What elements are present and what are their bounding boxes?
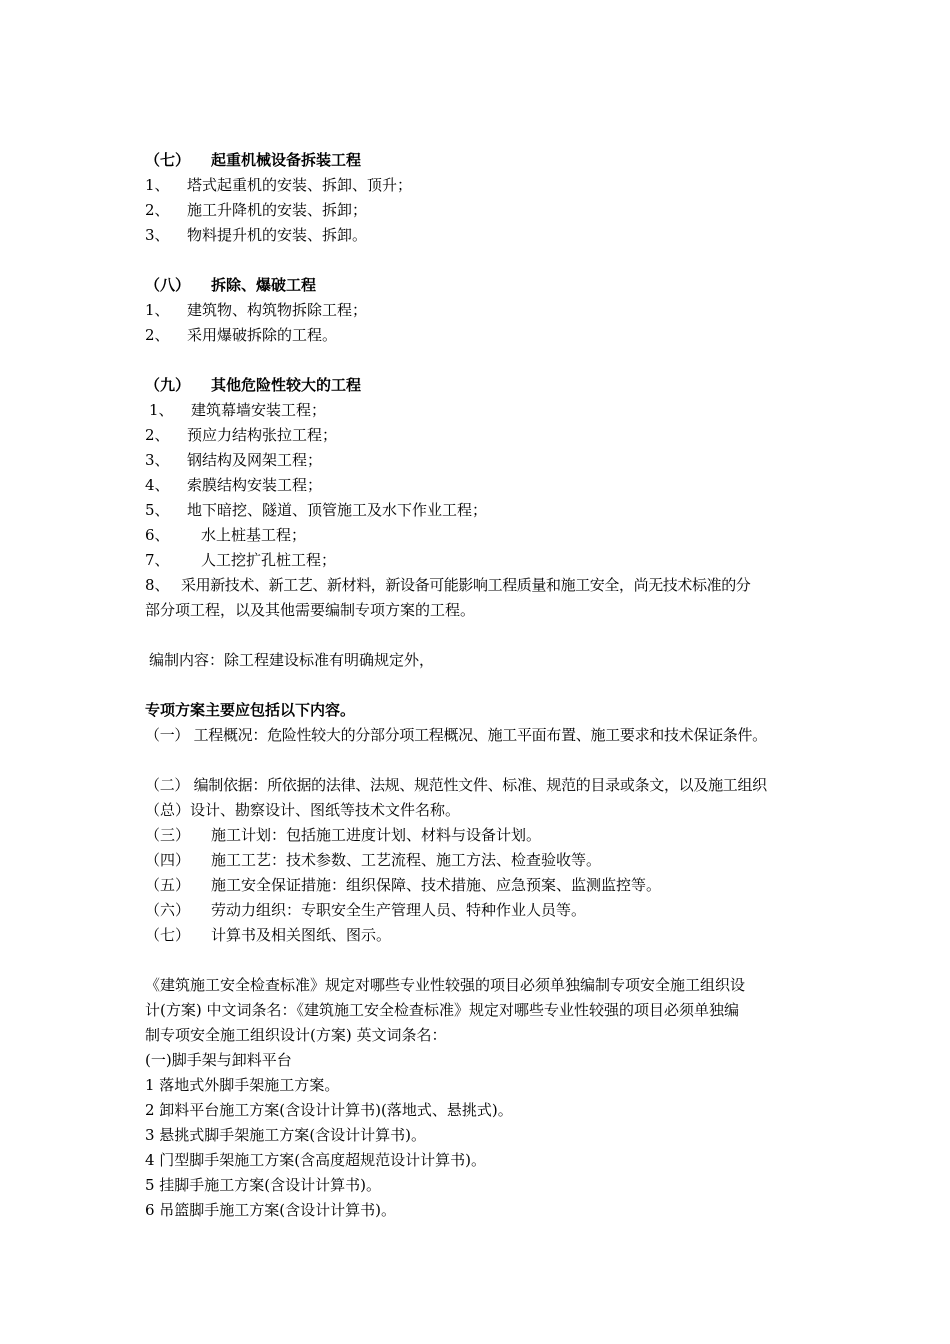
list-item-text: 钢结构及网架工程；: [187, 451, 323, 469]
list-item-text: 索膜结构安装工程；: [187, 476, 323, 494]
standard-item: 2 卸料平台施工方案(含设计计算书)(落地式、悬挑式)。: [145, 1101, 513, 1119]
content-item-number: （三）: [145, 826, 191, 844]
list-item-number: 6、: [145, 526, 170, 544]
content-intro: 编制内容：除工程建设标准有明确规定外，: [149, 651, 435, 669]
section-8-number: （八）: [145, 276, 191, 294]
list-item-text: 地下暗挖、隧道、顶管施工及水下作业工程；: [187, 501, 488, 519]
list-item-text: 采用新技术、新工艺、新材料，新设备可能影响工程质量和施工安全，尚无技术标准的分: [181, 576, 751, 594]
list-item-text: 建筑物、构筑物拆除工程；: [187, 301, 368, 319]
standard-line-3: 制专项安全施工组织设计(方案) 英文词条名：: [145, 1026, 447, 1044]
standard-item: 6 吊篮脚手施工方案(含设计计算书)。: [145, 1201, 397, 1219]
list-item: [145, 548, 336, 573]
list-item-text: 预应力结构张拉工程；: [187, 426, 338, 444]
content-heading: 专项方案主要应包括以下内容。: [145, 701, 356, 719]
list-item-number: 3、: [145, 451, 170, 469]
standard-item: 4 门型脚手架施工方案(含高度超规范设计计算书)。: [145, 1151, 487, 1169]
list-item: [145, 498, 487, 523]
list-item: [149, 398, 326, 423]
list-item: [145, 223, 367, 248]
section-9-title: 其他危险性较大的工程: [211, 376, 362, 394]
list-item: [145, 173, 412, 198]
section-8-heading: [145, 273, 316, 298]
content-item-text: 劳动力组织：专职安全生产管理人员、特种作业人员等。: [211, 901, 587, 919]
list-item-number: 2、: [145, 201, 170, 219]
content-item-1: （一） 工程概况：危险性较大的分部分项工程概况、施工平面布置、施工要求和技术保证条件。: [145, 726, 767, 744]
section-7-heading: [145, 148, 361, 173]
list-item-text: 水上桩基工程；: [201, 526, 307, 544]
list-item-text: 采用爆破拆除的工程。: [187, 326, 338, 344]
list-item-number: 1、: [145, 301, 170, 319]
section-8-title: 拆除、爆破工程: [211, 276, 317, 294]
standard-item: 3 悬挑式脚手架施工方案(含设计计算书)。: [145, 1126, 427, 1144]
section-9-heading: [145, 373, 361, 398]
list-item: [145, 573, 750, 598]
standard-line-1: 《建筑施工安全检查标准》规定对哪些专业性较强的项目必须单独编制专项安全施工组织设: [145, 976, 746, 994]
list-item: [145, 423, 337, 448]
list-item: [145, 198, 367, 223]
list-item-number: 2、: [145, 426, 170, 444]
section-7-title: 起重机械设备拆装工程: [211, 151, 362, 169]
list-item: [145, 523, 306, 548]
content-item: [145, 823, 541, 848]
standard-item: 5 挂脚手施工方案(含设计计算书)。: [145, 1176, 382, 1194]
content-item: [145, 923, 391, 948]
content-item: [145, 898, 586, 923]
standard-item: 1 落地式外脚手架施工方案。: [145, 1076, 340, 1094]
standard-line-2: 计(方案) 中文词条名：《建筑施工安全检查标准》规定对哪些专业性较强的项目必须单独编: [145, 1001, 739, 1019]
content-item: [145, 873, 661, 898]
list-item: [145, 298, 367, 323]
list-item-text: 塔式起重机的安装、拆卸、顶升；: [187, 176, 413, 194]
content-item-2-cont: （总）设计、勘察设计、图纸等技术文件名称。: [145, 801, 461, 819]
content-item-number: （四）: [145, 851, 191, 869]
list-item-number: 4、: [145, 476, 170, 494]
list-item-number: 8、: [145, 576, 170, 594]
content-item-text: 施工工艺：技术参数、工艺流程、施工方法、检查验收等。: [211, 851, 602, 869]
list-item-number: 1、: [149, 401, 174, 419]
list-item-number: 2、: [145, 326, 170, 344]
list-item-text: 物料提升机的安装、拆卸。: [187, 226, 368, 244]
section-9-number: （九）: [145, 376, 191, 394]
content-item-number: （六）: [145, 901, 191, 919]
list-item: [145, 473, 322, 498]
list-item-text: 建筑幕墙安装工程；: [191, 401, 327, 419]
list-item-number: 5、: [145, 501, 170, 519]
list-item-number: 3、: [145, 226, 170, 244]
content-item-text: 计算书及相关图纸、图示。: [211, 926, 392, 944]
content-item: [145, 848, 601, 873]
content-item-number: （七）: [145, 926, 191, 944]
list-item-number: 1、: [145, 176, 170, 194]
content-item-text: 施工安全保证措施：组织保障、技术措施、应急预案、监测监控等。: [211, 876, 662, 894]
list-item-number: 7、: [145, 551, 170, 569]
content-item-number: （五）: [145, 876, 191, 894]
list-item: [145, 323, 337, 348]
list-item: [145, 448, 322, 473]
list-item-text: 施工升降机的安装、拆卸；: [187, 201, 368, 219]
section-7-number: （七）: [145, 151, 191, 169]
list-item-text: 人工挖扩孔桩工程；: [201, 551, 337, 569]
content-item-text: 施工计划：包括施工进度计划、材料与设备计划。: [211, 826, 542, 844]
standard-subheading: (一)脚手架与卸料平台: [145, 1051, 292, 1069]
content-item-2: （二） 编制依据：所依据的法律、法规、规范性文件、标准、规范的目录或条文，以及施工组织: [145, 776, 767, 794]
list-item-continuation: 部分项工程，以及其他需要编制专项方案的工程。: [145, 601, 476, 619]
